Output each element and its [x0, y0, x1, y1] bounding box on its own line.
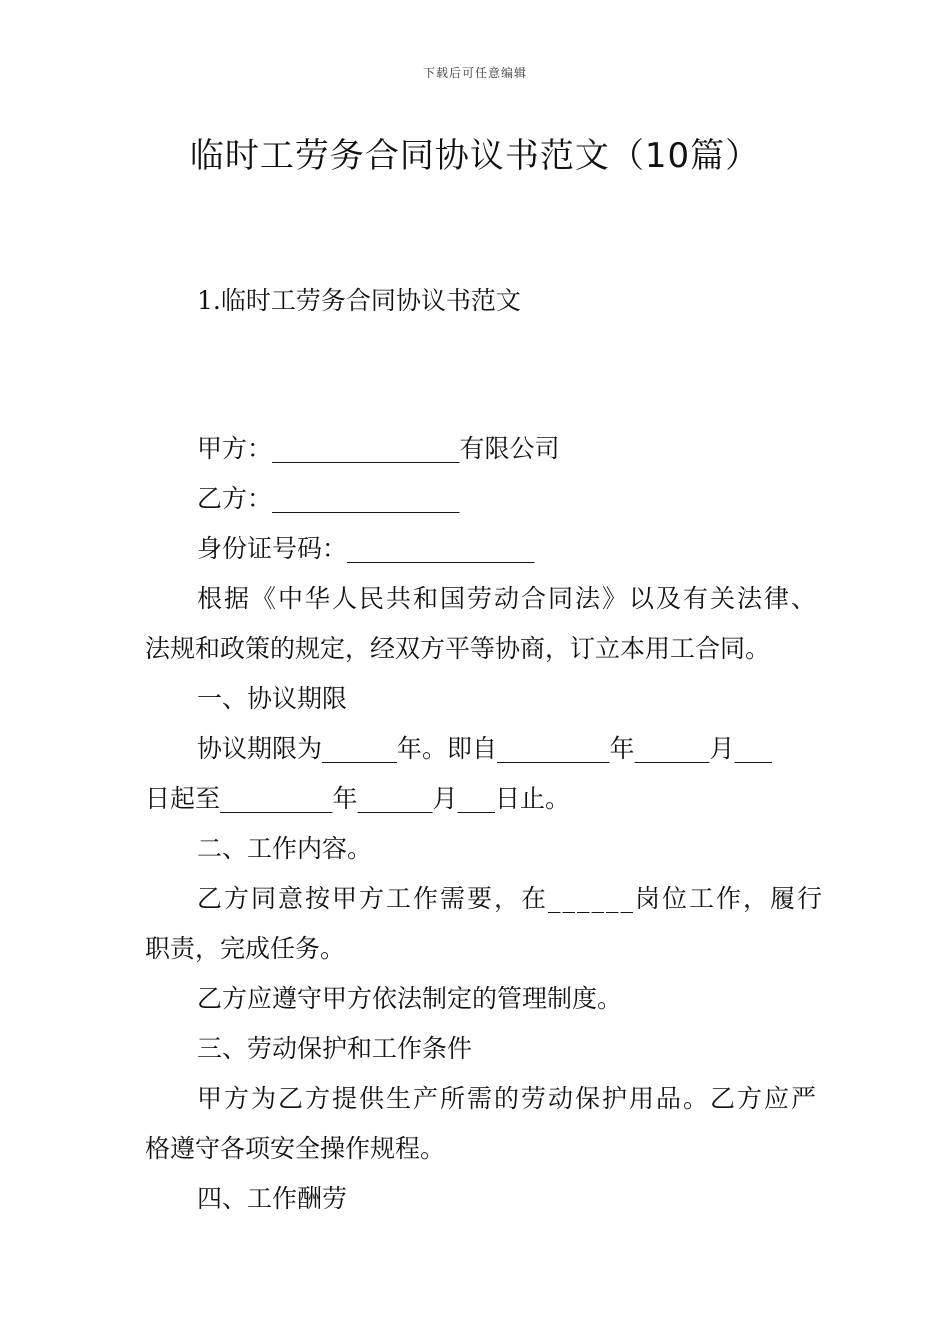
clause-3-title: 三、劳动保护和工作条件	[197, 1034, 473, 1063]
clause-1-line-1: 协议期限为______年。即自_________年______月___	[197, 734, 773, 763]
document-title: 临时工劳务合同协议书范文（10篇）	[189, 136, 761, 176]
clause-2-line-2: 职责，完成任务。	[145, 934, 346, 963]
clause-2-title: 二、工作内容。	[197, 834, 373, 863]
party-b-line: 乙方：_______________	[197, 484, 460, 513]
header-note: 下载后可任意编辑	[422, 66, 527, 80]
clause-3-line-1: 甲方为乙方提供生产所需的劳动保护用品。乙方应严	[197, 1084, 819, 1113]
clause-2-line-1: 乙方同意按甲方工作需要，在______岗位工作，履行	[197, 884, 825, 913]
clause-1-title: 一、协议期限	[197, 684, 348, 713]
preamble-line-1: 根据《中华人民共和国劳动合同法》以及有关法律、	[197, 584, 819, 613]
clause-3-line-2: 格遵守各项安全操作规程。	[145, 1134, 446, 1163]
id-number-line: 身份证号码：_______________	[197, 534, 535, 563]
clause-1-line-2: 日起至_________年______月___日止。	[145, 784, 571, 813]
party-a-line: 甲方：_______________有限公司	[197, 434, 560, 463]
clause-2-line-3: 乙方应遵守甲方依法制定的管理制度。	[197, 984, 623, 1013]
preamble-line-2: 法规和政策的规定，经双方平等协商，订立本用工合同。	[145, 634, 771, 663]
clause-4-title: 四、工作酬劳	[197, 1184, 348, 1213]
section-heading: 1.临时工劳务合同协议书范文	[197, 286, 521, 315]
